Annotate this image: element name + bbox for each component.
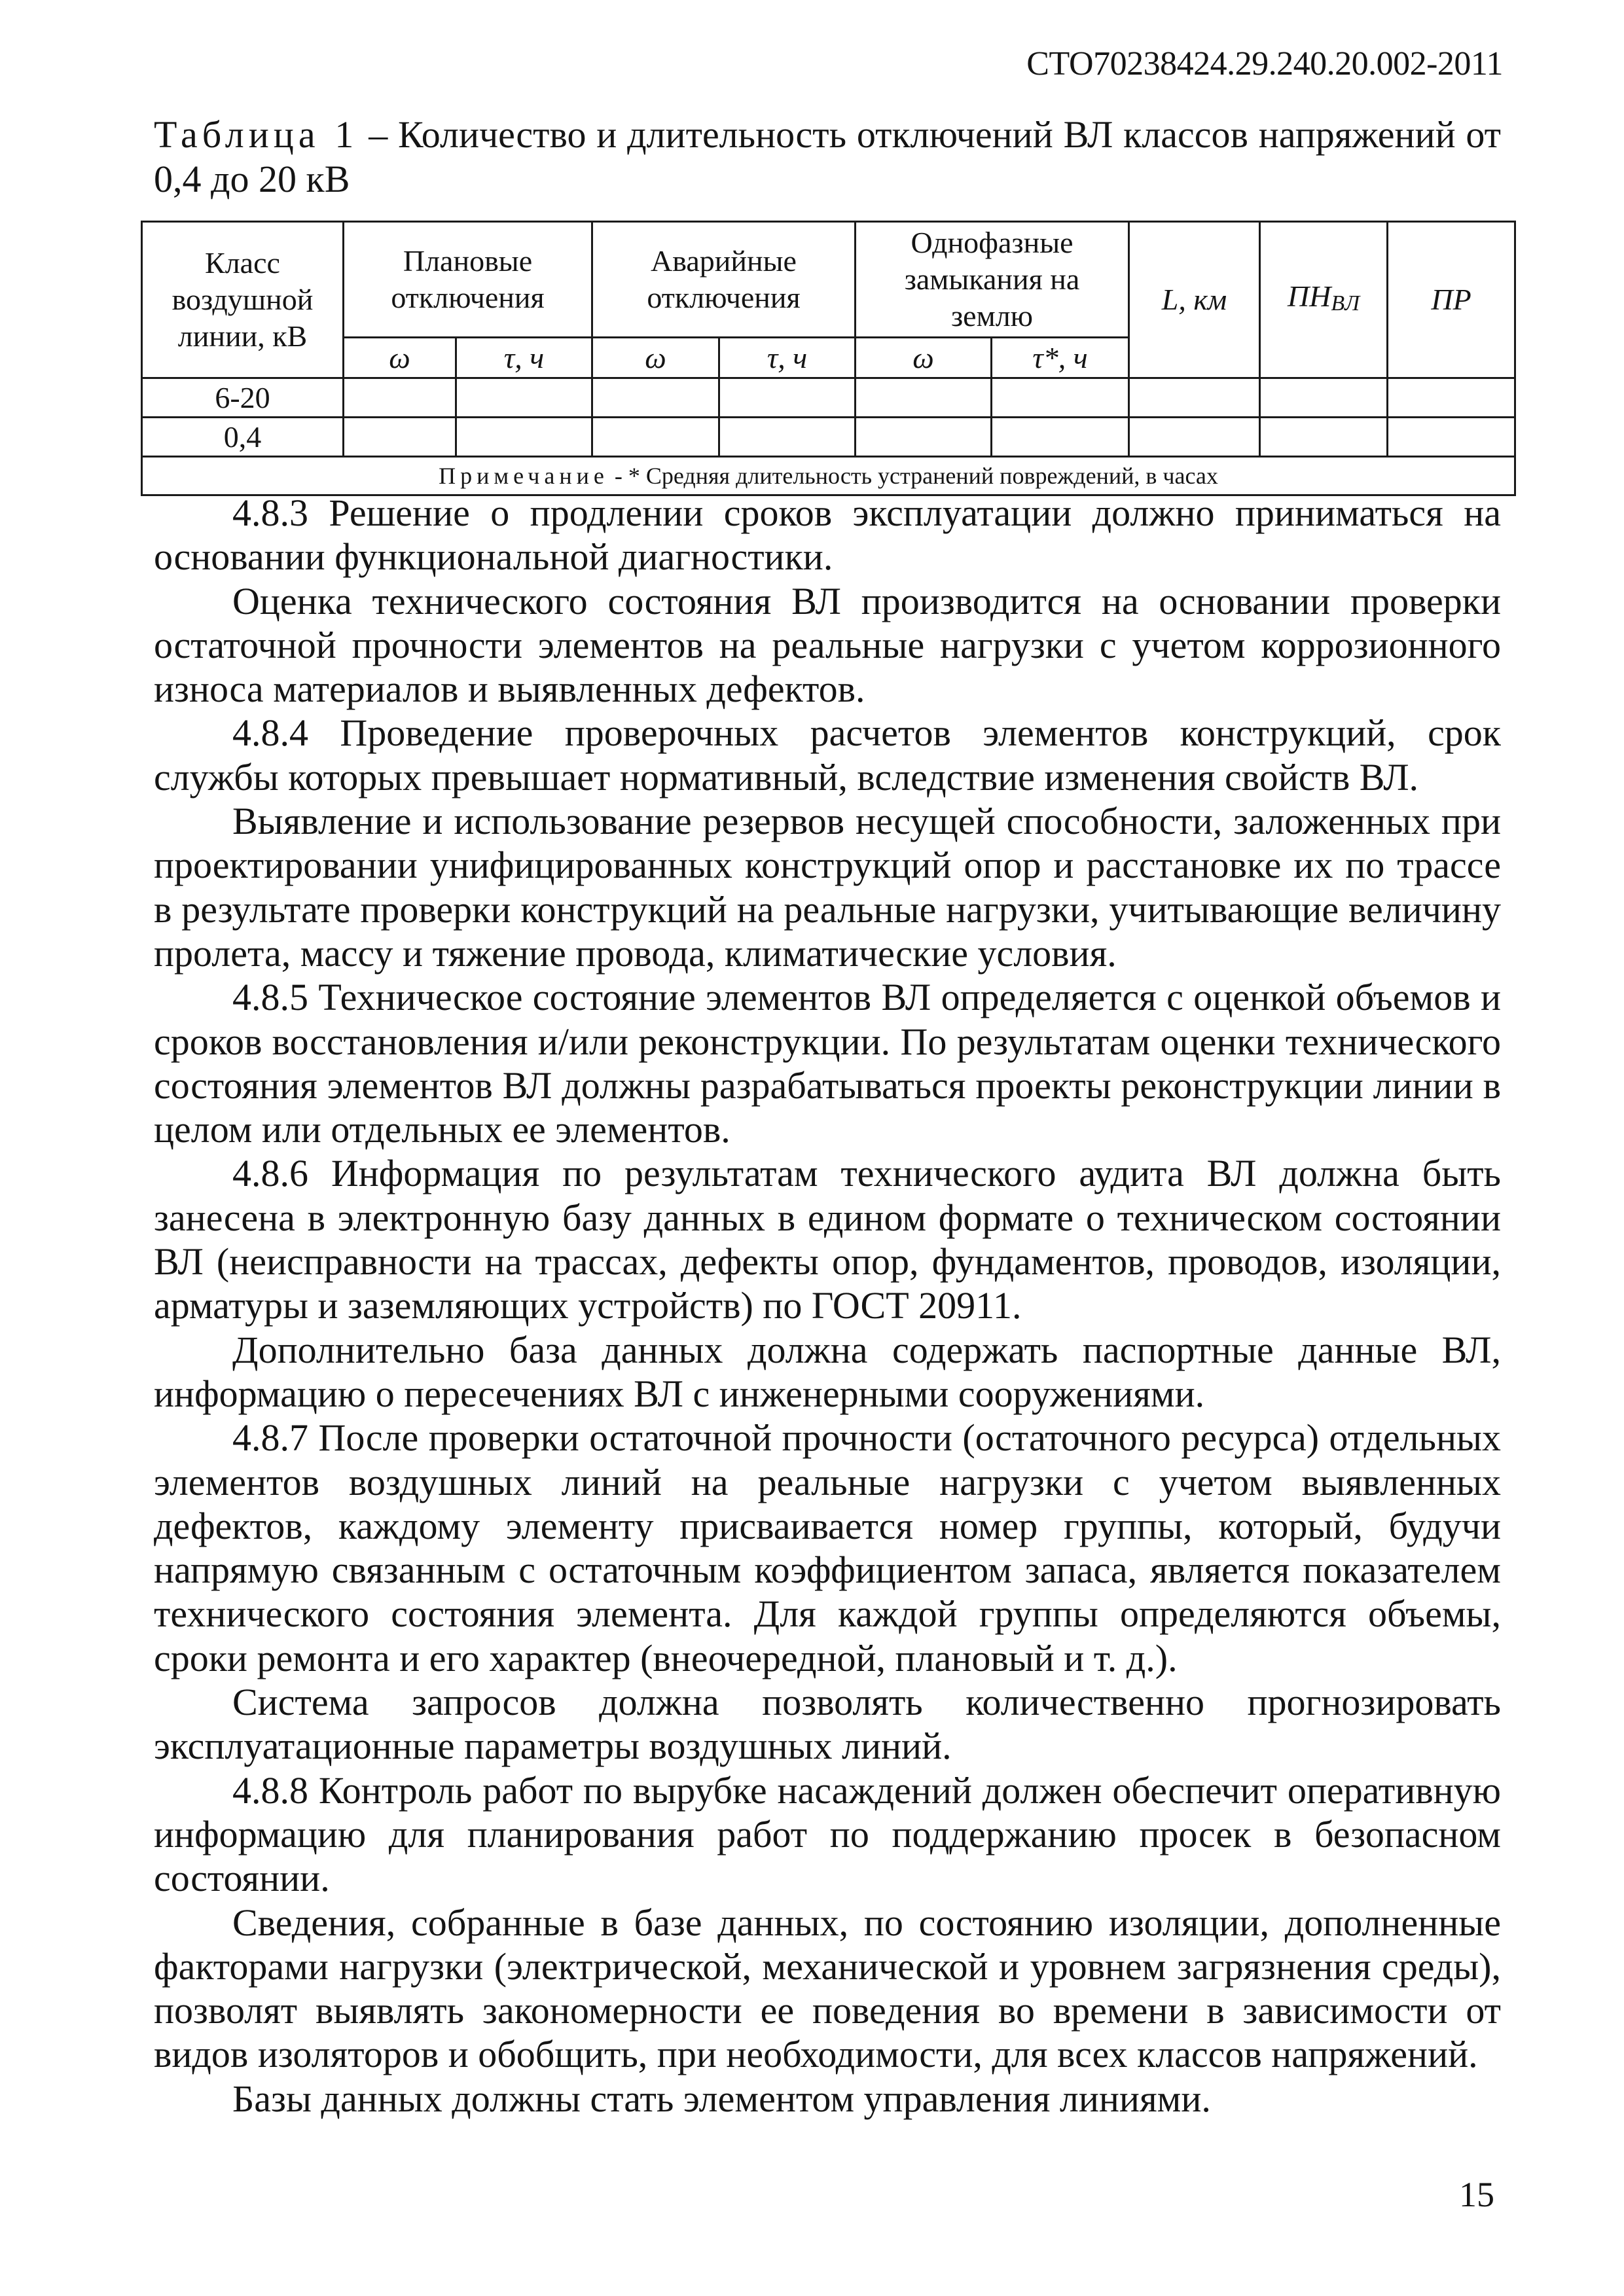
page-number: 15 bbox=[1459, 2175, 1494, 2214]
table-caption bbox=[154, 113, 1501, 202]
paragraph: Оценка технического состояния ВЛ производится на основании проверки остаточной прочности элементов на реальные нагрузки с учетом коррозионного износа материалов и выявленных дефектов. bbox=[154, 579, 1501, 711]
header-pn-sub: ВЛ bbox=[1331, 291, 1360, 315]
subheader-planned-tau: τ, ч bbox=[456, 338, 592, 378]
paragraph-4-8-6: 4.8.6 Информация по результатам технического аудита ВЛ должна быть занесена в электронную базу данных в едином формате о техническом состоянии ВЛ (неисправности на трассах, дефекты опор, фундаментов, проводов, изоляции, арматуры и заземляющих устройств) по ГОСТ 20911. bbox=[154, 1152, 1501, 1327]
table-note-row bbox=[142, 457, 1515, 495]
paragraph: Дополнительно база данных должна содержать паспортные данные ВЛ, информацию о пересечениях ВЛ с инженерными сооружениями. bbox=[154, 1328, 1501, 1415]
table-caption-text: Количество и длительность отключений ВЛ классов напряжений от 0,4 до 20 кВ bbox=[154, 113, 1502, 200]
paragraph-4-8-7: 4.8.7 После проверки остаточной прочности (остаточного ресурса) отдельных элементов воздушных линий на реальные нагрузки с учетом выявленных дефектов, каждому элементу присваивается номер группы, который, будучи напрямую связанным с остаточным коэффициентом запаса, является показателем технического состояния элемента. Для каждой группы определяются объемы, сроки ремонта и его характер (внеочередной, плановый и т. д.). bbox=[154, 1416, 1501, 1679]
table-row bbox=[142, 378, 1515, 418]
table-header-row bbox=[142, 222, 1515, 338]
header-pr: ПР bbox=[1388, 222, 1515, 378]
header-single-phase-faults: Однофазные замыкания на землю bbox=[856, 222, 1129, 338]
header-planned-outages: Плановые отключения bbox=[344, 222, 592, 338]
row-class-6-20: 6-20 bbox=[142, 378, 344, 418]
table-note-text: - * Средняя длительность устранений повреждений, в часах bbox=[608, 463, 1218, 489]
row-class-0-4: 0,4 bbox=[142, 418, 344, 457]
paragraph: Система запросов должна позволять количественно прогнозировать эксплуатационные параметры воздушных линий. bbox=[154, 1681, 1501, 1768]
subheader-fault-omega: ω bbox=[856, 338, 992, 378]
subheader-fault-tau-star: τ*, ч bbox=[992, 338, 1129, 378]
paragraph-4-8-8: 4.8.8 Контроль работ по вырубке насаждений должен обеспечит оперативную информацию для планирования работ по поддержанию просек в безопасном состоянии. bbox=[154, 1768, 1501, 1900]
table-note bbox=[142, 457, 1515, 495]
header-pn bbox=[1260, 222, 1388, 378]
table-note-label: Примечание bbox=[439, 463, 609, 489]
table-row bbox=[142, 418, 1515, 457]
header-pn-main: ПН bbox=[1287, 279, 1331, 313]
table-caption-dash: – bbox=[369, 113, 388, 156]
header-length: L, км bbox=[1129, 222, 1260, 378]
paragraph-4-8-3: 4.8.3 Решение о продлении сроков эксплуатации должно приниматься на основании функциональной диагностики. bbox=[154, 492, 1501, 579]
paragraph-4-8-5: 4.8.5 Техническое состояние элементов ВЛ определяется с оценкой объемов и сроков восстановления и/или реконструкции. По результатам оценки технического состояния элементов ВЛ должны разрабатываться проекты реконструкции линии в целом или отдельных ее элементов. bbox=[154, 976, 1501, 1151]
document-code: СТО70238424.29.240.20.002-2011 bbox=[1026, 45, 1503, 82]
outages-table bbox=[141, 221, 1516, 496]
paragraph: Выявление и использование резервов несущей способности, заложенных при проектировании унифицированных конструкций опор и расстановке их по трассе в результате проверки конструкций на реальные нагрузки, учитывающие величину пролета, массу и тяжение провода, климатические условия. bbox=[154, 800, 1501, 975]
subheader-emergency-omega: ω bbox=[592, 338, 719, 378]
subheader-emergency-tau: τ, ч bbox=[719, 338, 856, 378]
header-emergency-outages: Аварийные отключения bbox=[592, 222, 856, 338]
paragraph: Базы данных должны стать элементом управления линиями. bbox=[232, 2077, 1211, 2120]
table-caption-label: Таблица 1 bbox=[154, 113, 359, 156]
header-line-class: Класс воздушной линии, кВ bbox=[142, 222, 344, 378]
paragraph: Сведения, собранные в базе данных, по состоянию изоляции, дополненные факторами нагрузки (электрической, механической и уровнем загрязнения среды), позволят выявлять закономерности ее поведения во времени в зависимости от видов изоляторов и обобщить, при необходимости, для всех классов напряжений. bbox=[154, 1901, 1501, 2076]
subheader-planned-omega: ω bbox=[344, 338, 456, 378]
paragraph-4-8-4: 4.8.4 Проведение проверочных расчетов элементов конструкций, срок службы которых превышает нормативный, вследствие изменения свойств ВЛ. bbox=[154, 711, 1501, 798]
body-text bbox=[154, 491, 1501, 2121]
